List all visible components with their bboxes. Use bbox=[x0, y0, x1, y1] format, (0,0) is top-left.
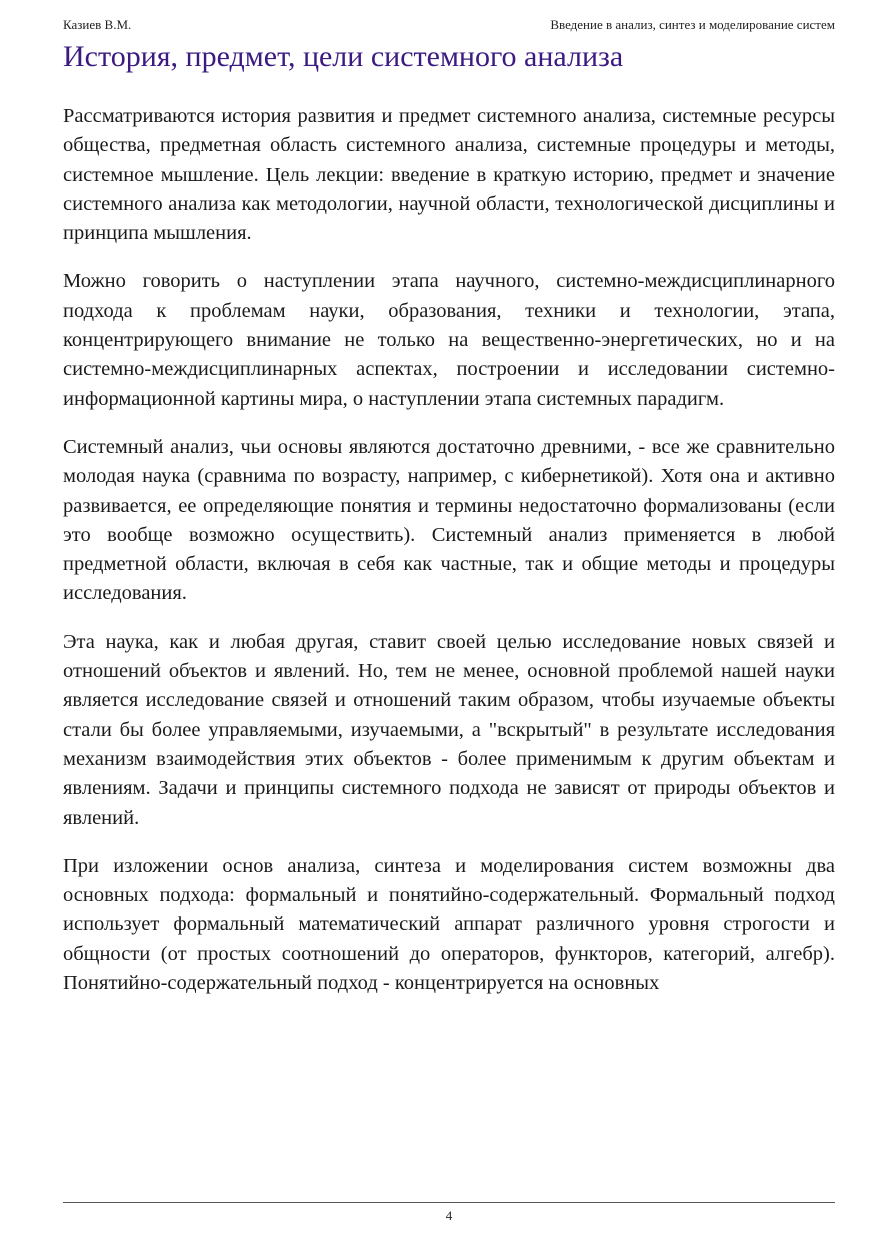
paragraph-science-goal: Эта наука, как и любая другая, ставит своей целью исследование новых связей и отношений объектов и явлений. Но, тем не менее, основной проблемой нашей науки является исследование связей и отношений таким образом, чтобы изучаемые объекты стали бы более управляемыми, изучаемыми, а "вскрытый" в результате исследования механизм взаимодействия этих объектов - более применимым к другим объектам и явлениям. Задачи и принципы системного подхода не зависят от природы объектов и явлений. bbox=[63, 630, 835, 829]
page-number: 4 bbox=[445, 1208, 453, 1223]
paragraph-scientific-stage: Можно говорить о наступлении этапа научного, системно-междисциплинарного подхода к проблемам науки, образования, техники и технологии, этапа, концентрирующего внимание не только на вещественно-энергетических, но и на системно-междисциплинарных аспектах, построении и исследовании системно-информационной картины мира, о наступлении этапа системных парадигм. bbox=[63, 270, 835, 410]
paragraph-young-science: Системный анализ, чьи основы являются достаточно древними, - все же сравнительно молодая наука (сравнима по возрасту, например, с кибернетикой). Хотя она и активно развивается, ее определяющие понятия и термины недостаточно формализованы (если это вообще возможно осуществить). Системный анализ применяется в любой предметной области, включая в себя как частные, так и общие методы и процедуры исследования. bbox=[63, 435, 835, 605]
header-course-title: Введение в анализ, синтез и моделирование систем bbox=[550, 17, 835, 32]
running-header bbox=[63, 16, 835, 34]
paragraph-approaches: При изложении основ анализа, синтеза и моделирования систем возможны два основных подхода: формальный и понятийно-содержательный. Формальный подход использует формальный математический аппарат различного уровня строгости и общности (от простых соотношений до операторов, функторов, категорий, алгебр). Понятийно-содержательный подход - концентрируется на основных bbox=[63, 854, 835, 995]
document-page bbox=[63, 0, 835, 1241]
footer-divider bbox=[63, 1202, 835, 1203]
page-title: История, предмет, цели системного анализа bbox=[63, 40, 624, 73]
body-text bbox=[63, 102, 835, 1017]
paragraph-intro: Рассматриваются история развития и предмет системного анализа, системные ресурсы общества, предметная область системного анализа, системные процедуры и методы, системное мышление. Цель лекции: введение в краткую историю, предмет и значение системного анализа как методологии, научной области, технологической дисциплины и принципа мышления. bbox=[63, 105, 835, 245]
header-author: Казиев В.М. bbox=[63, 17, 132, 32]
